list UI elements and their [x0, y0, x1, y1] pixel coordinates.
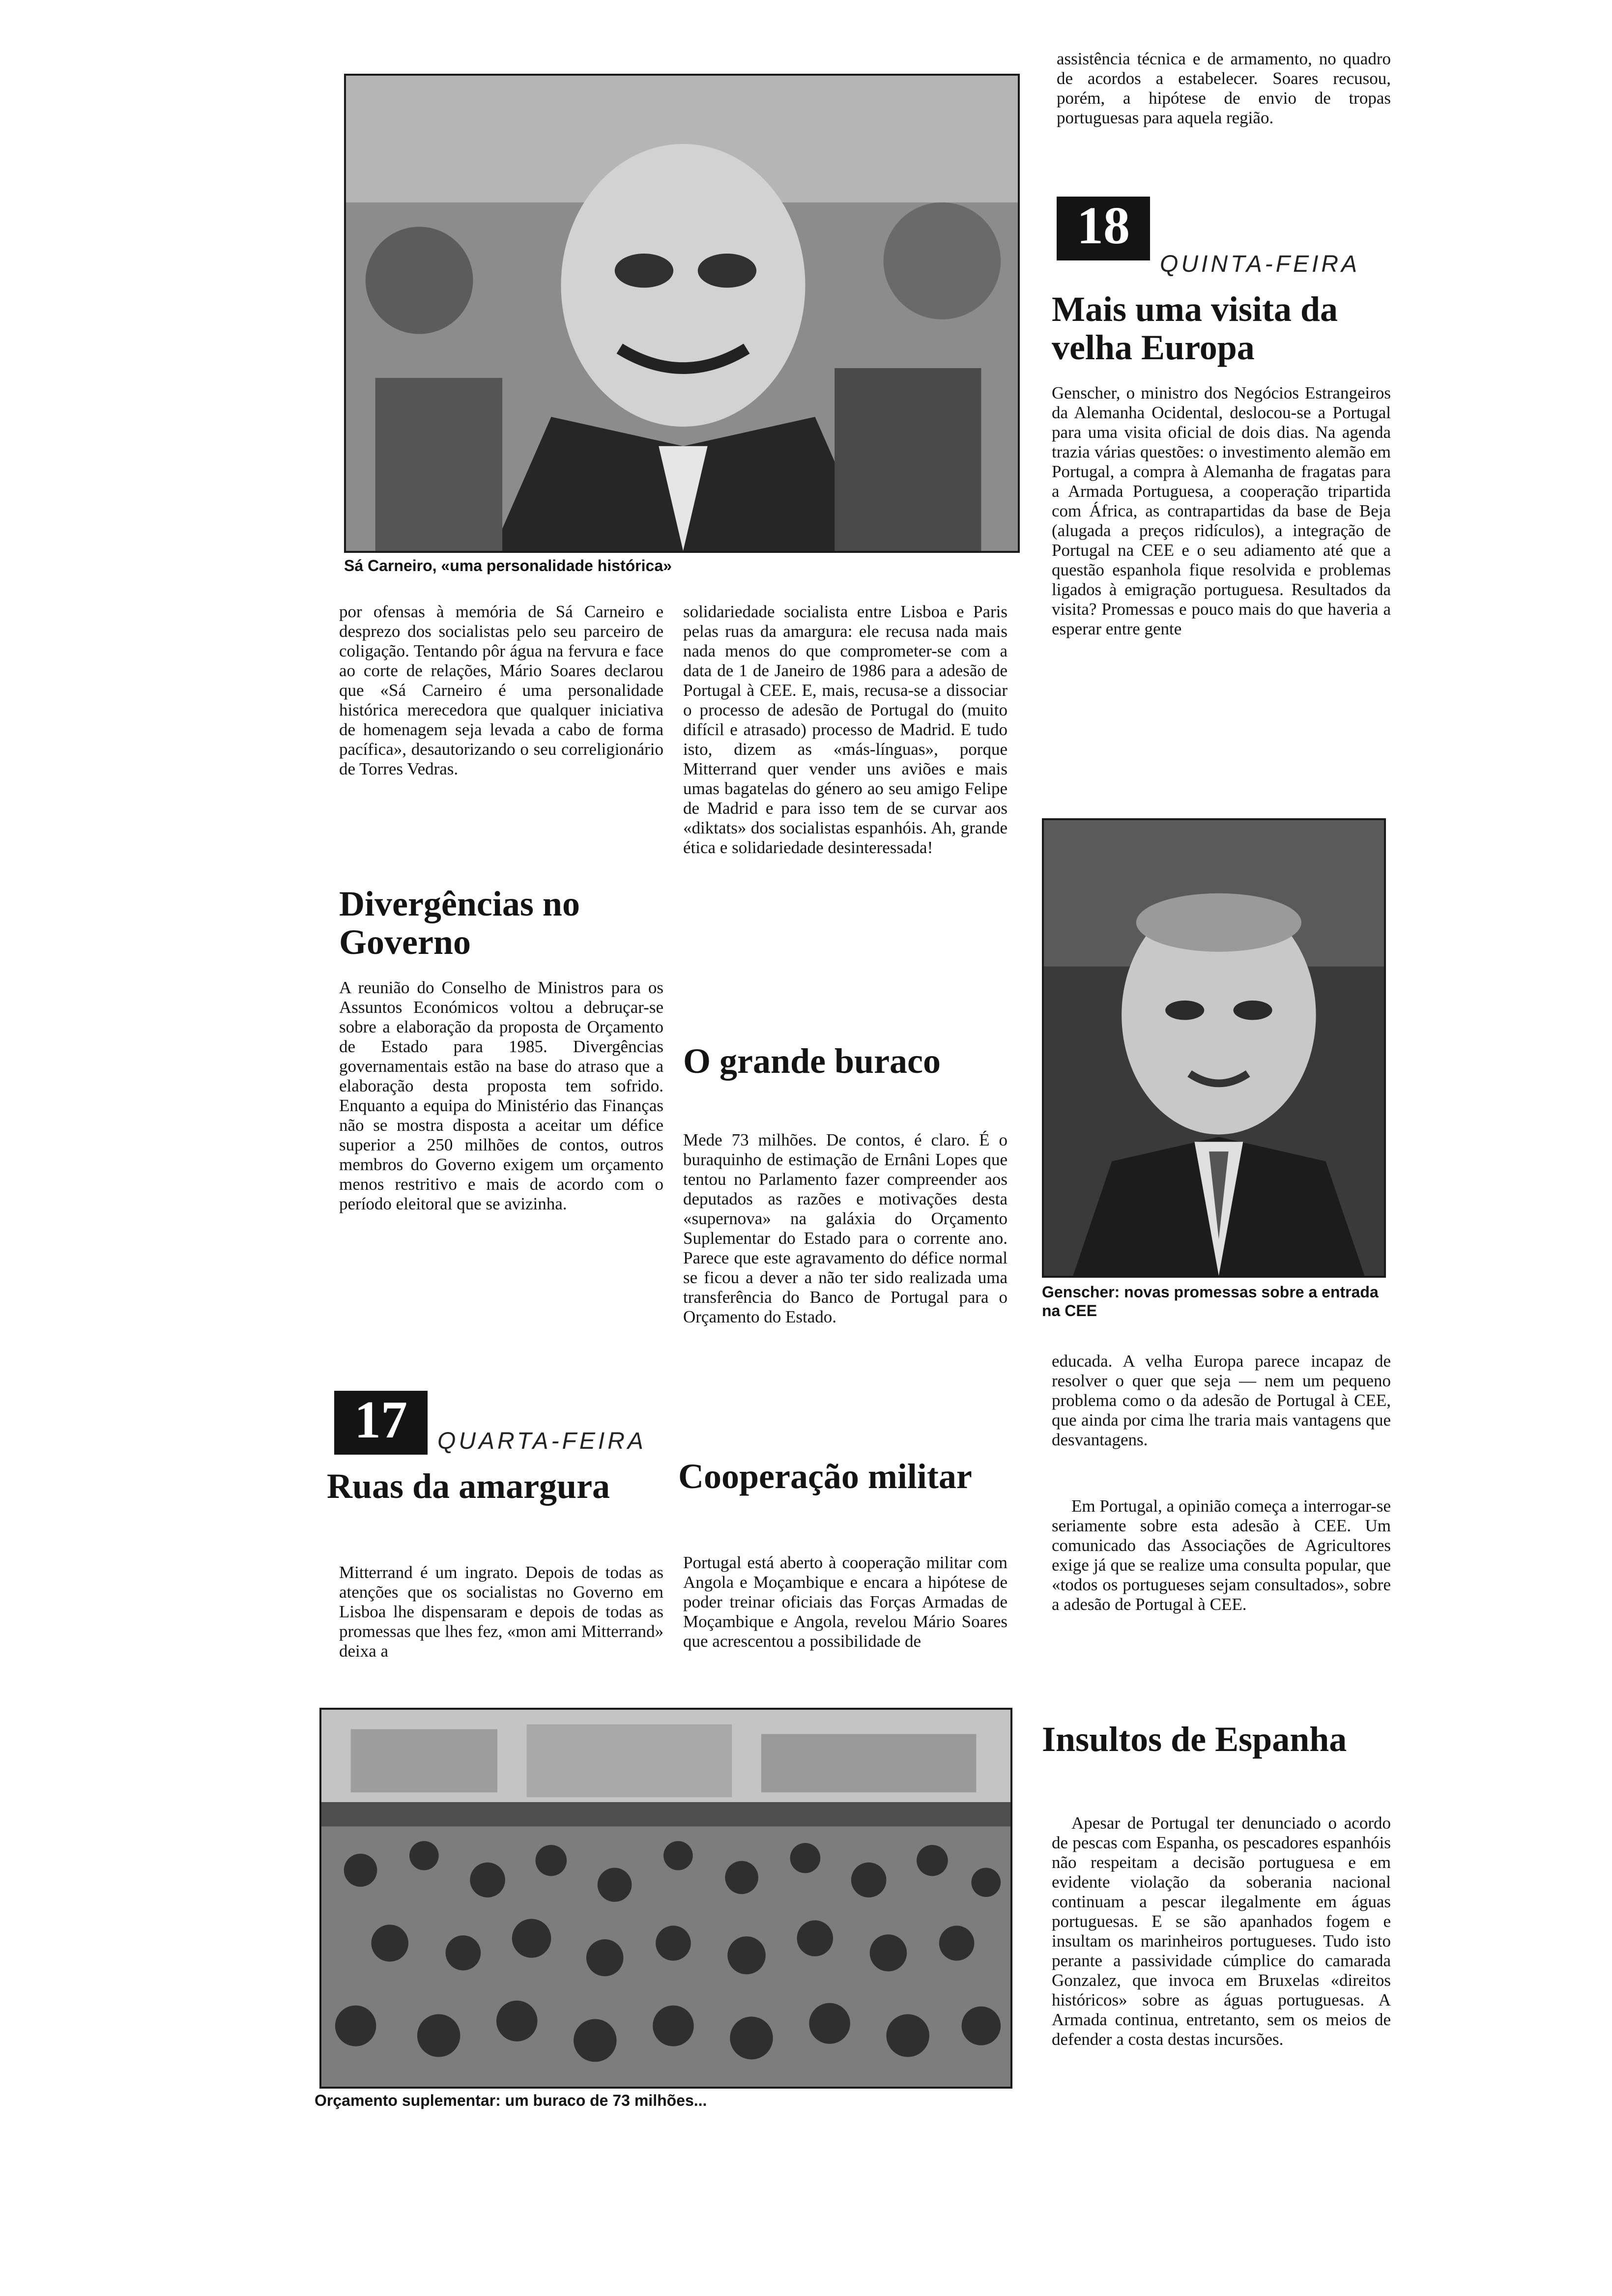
insultos-text: Apesar de Portugal ter denunciado o acordo de pescas com Espanha, os pescadores espanhóis não respeitam a decisão portuguesa e em evidente violação da soberania nacional continuam a pescar ilegalmente em águas portuguesas. E se são apanhados fogem e insultam os marinheiros portugueses. Tudo isto perante a passividade cúmplice do camarada Gonzalez, que invoca em Bruxelas «direitos históricos» sobre as águas portuguesas. A Armada continua, entretanto, sem os meios de defender a costa destas incursões.	[1052, 1813, 1391, 2049]
col2-intro-text: solidariedade socialista entre Lisboa e Paris pelas ruas da amargura: ele recusa nada mais nada menos do que comprometer-se com a data de 1 de Janeiro de 1986 para a adesão de Portugal à CEE. E, mais, recusa-se a dissociar o processo de adesão de Portugal do (muito difícil e atrasado) processo de Madrid. E tudo isto, dizem as «más-línguas», porque Mitterrand quer vender uns aviões e mais umas bagatelas do género ao seu amigo Felipe de Madrid e para isso tem de se curvar aos «diktats» dos socialistas espanhóis. Ah, grande ética e solidariedade desinteressada!	[683, 602, 1008, 857]
headline-ruas-amargura: Ruas da amargura	[327, 1466, 610, 1506]
headline-velha-europa: Mais uma visita da velha Europa	[1052, 289, 1338, 367]
day-18-label: QUINTA-FEIRA	[1160, 251, 1360, 277]
col1-intro-text: por ofensas à memória de Sá Carneiro e desprezo dos socialistas pelo seu parceiro de coligação. Tentando pôr água na fervura e face ao corte de relações, Mário Soares declarou que «Sá Carneiro é uma personalidade histórica merecedora que qualquer iniciativa de homenagem seja levada a cabo de forma pacífica», desautorizando o seu correligionário de Torres Vedras.	[339, 602, 663, 778]
headline-divergencias: Divergências no Governo	[339, 884, 580, 962]
photo-genscher	[1042, 818, 1386, 1278]
photo-orcamento	[319, 1708, 1012, 2089]
photo-sa-carneiro-image	[346, 76, 1018, 551]
cooperacao-text: Portugal está aberto à cooperação militar com Angola e Moçambique e encara a hipótese de poder treinar oficiais das Forças Armadas de Moçambique e Angola, revelou Mário Soares que acrescentou a possibilidade de	[683, 1553, 1008, 1651]
headline-insultos-espanha: Insultos de Espanha	[1042, 1720, 1347, 1759]
photo-sa-carneiro	[344, 74, 1020, 553]
ruas-text: Mitterrand é um ingrato. Depois de todas as atenções que os socialistas no Governo em Lisboa lhe dispensaram e depois de todas as promessas que lhes fez, «mon ami Mitterrand» deixa a	[339, 1563, 663, 1661]
day-17-badge: 17	[334, 1391, 428, 1455]
headline-cooperacao-militar: Cooperação militar	[678, 1457, 972, 1496]
day-18-badge: 18	[1057, 197, 1150, 260]
headline-grande-buraco: O grande buraco	[683, 1041, 941, 1081]
photo-orcamento-image	[321, 1710, 1010, 2087]
col3-intro-text: assistência técnica e de armamento, no quadro de acordos a estabelecer. Soares recusou, porém, a hipótese de envio de tropas portuguesas para aquela região.	[1057, 49, 1391, 127]
divergencias-text: A reunião do Conselho de Ministros para os Assuntos Económicos voltou a debruçar-se sobre a elaboração da proposta de Orçamento de Estado para 1985. Divergências governamentais estão na base do atraso que a elaboração desta proposta tem sofrido. Enquanto a equipa do Ministério das Finanças não se mostra disposta a aceitar um défice superior a 250 milhões de contos, outros membros do Governo exigem um orçamento menos restritivo e mais de acordo com o período eleitoral que se avizinha.	[339, 978, 663, 1213]
europa-continued-1: educada. A velha Europa parece incapaz de resolver o quer que seja — nem um pequeno problema como o da adesão de Portugal à CEE, que ainda por cima lhe traria mais vantagens que desvantagens.	[1052, 1351, 1391, 1449]
photo-caption-orcamento: Orçamento suplementar: um buraco de 73 milhões...	[315, 2092, 707, 2109]
day-17-label: QUARTA-FEIRA	[437, 1428, 646, 1454]
photo-caption-genscher: Genscher: novas promessas sobre a entrada na CEE	[1042, 1283, 1379, 1320]
europa-text: Genscher, o ministro dos Negócios Estrangeiros da Alemanha Ocidental, deslocou-se a Portugal para uma visita oficial de dois dias. Na agenda trazia várias questões: o investimento alemão em Portugal, a compra à Alemanha de fragatas para a Armada Portuguesa, a cooperação tripartida com África, as contrapartidas da base de Beja (alugada a preços ridículos), a integração de Portugal na CEE e o seu adiamento até que a questão espanhola fique resolvida e problemas ligados à emigração portuguesa. Resultados da visita? Promessas e pouco mais do que haveria a esperar entre gente	[1052, 383, 1391, 638]
europa-continued-2: Em Portugal, a opinião começa a interrogar-se seriamente sobre esta adesão à CEE. Um comunicado das Associações de Agricultores exige já que se realize uma consulta popular, que «todos os portugueses sejam consultados», sobre a adesão de Portugal à CEE.	[1052, 1496, 1391, 1614]
photo-genscher-image	[1044, 820, 1384, 1276]
photo-caption-sa-carneiro: Sá Carneiro, «uma personalidade histórica»	[344, 557, 672, 574]
buraco-text: Mede 73 milhões. De contos, é claro. É o buraquinho de estimação de Ernâni Lopes que tentou no Parlamento fazer compreender aos deputados as razões e motivações desta «supernova» na galáxia do Orçamento Suplementar do Estado para o corrente ano. Parece que este agravamento do défice normal se ficou a dever a não ter sido realizada uma transferência do Banco de Portugal para o Orçamento do Estado.	[683, 1130, 1008, 1326]
